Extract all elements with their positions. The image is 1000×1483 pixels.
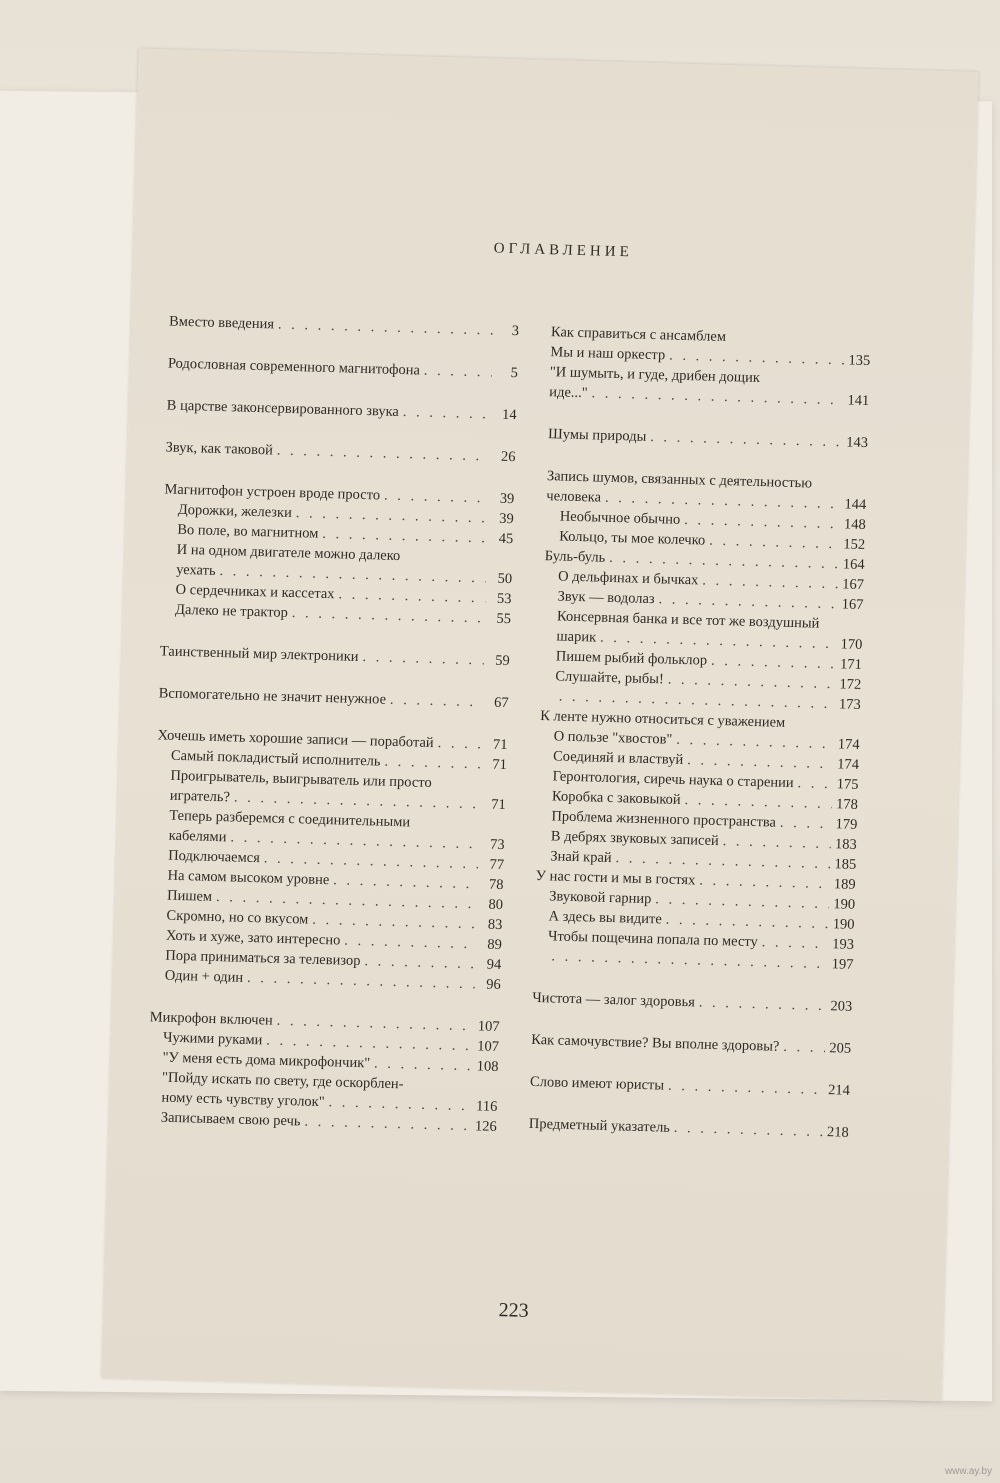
toc-entry-label: Родословная современного магнитофона xyxy=(167,355,421,379)
toc-entry-label: Скромно, но со вкусом xyxy=(166,907,309,928)
toc-entry-label: Записываем свою речь xyxy=(160,1109,301,1130)
toc-leader-dots xyxy=(374,1054,473,1077)
toc-entry-page: 89 xyxy=(487,936,503,954)
toc-entry-page: 170 xyxy=(840,636,863,653)
toc-entry-label: А здесь вы видите xyxy=(548,908,662,928)
toc-entry-page: 193 xyxy=(832,936,855,953)
toc-entry-label: Звуковой гарнир xyxy=(548,888,652,908)
toc-entry-label: Как самочувствие? Вы вполне здоровы? xyxy=(530,1031,780,1055)
toc-entry-label: игратель? xyxy=(169,787,231,806)
toc-entry-page: 108 xyxy=(476,1058,499,1075)
toc-entry-label: О сердечниках и кассетах xyxy=(175,581,335,603)
watermark: www.ay.by xyxy=(944,1466,992,1477)
toc-entry-label: Чужими руками xyxy=(162,1029,263,1049)
toc-entry-label: Звук — водолаз xyxy=(557,588,655,608)
toc-entry-label: Консервная банка и все тот же воздушный xyxy=(556,608,820,632)
toc-entry-page: 77 xyxy=(489,856,505,874)
toc-entry-page: 26 xyxy=(500,448,516,466)
toc-entry-page: 167 xyxy=(842,576,865,593)
toc-entry-label: Пишем рыбий фольклор xyxy=(555,648,708,669)
toc-entry-label: шарик xyxy=(556,628,597,646)
toc-entry-page: 73 xyxy=(489,836,505,854)
toc-entry-page: 71 xyxy=(492,756,508,774)
toc-entry-label: Буль-буль xyxy=(544,548,606,566)
toc-entry-page: 144 xyxy=(844,496,867,514)
toc-entry-page: 148 xyxy=(843,516,866,534)
toc-entry-page: 96 xyxy=(486,976,501,994)
toc-entry-page: 45 xyxy=(498,530,514,548)
toc-entry-page: 197 xyxy=(831,956,854,973)
toc-entry-page: 203 xyxy=(830,998,853,1015)
toc-entry-page: 218 xyxy=(826,1124,849,1141)
toc-leader-dots xyxy=(684,510,840,534)
toc-leader-dots xyxy=(762,932,829,954)
toc-entry-label: Запись шумов, связанных с деятельностью xyxy=(546,468,813,492)
toc-entry-label: На самом высоком уровне xyxy=(167,867,330,889)
toc-entry-label: Микрофон включен xyxy=(149,1009,273,1029)
toc-entry-label: Чистота — залог здоровья xyxy=(532,989,696,1011)
toc-entry-label: Предметный указатель xyxy=(528,1115,671,1136)
toc-entry-label: Самый покладистый исполнитель xyxy=(170,747,381,770)
toc-leader-dots xyxy=(384,752,481,775)
toc-entry-page: 173 xyxy=(838,696,861,713)
toc-entry-label: О пользе "хвостов" xyxy=(553,728,673,748)
toc-leader-dots xyxy=(424,361,492,383)
toc-entry-label: Необычное обычно xyxy=(559,508,681,528)
toc-leader-dots xyxy=(797,773,832,794)
toc-entry-label: Далеко не трактор xyxy=(174,601,289,621)
toc-title: ОГЛАВЛЕНИЕ xyxy=(493,240,633,261)
toc-entry-label: Геронтология, сиречь наука о старении xyxy=(552,768,794,792)
toc-entry-page: 185 xyxy=(834,856,857,873)
toc-entry-label: Чтобы пощечина попала по месту xyxy=(547,928,759,951)
toc-entry-page: 172 xyxy=(839,676,862,693)
toc-entry-label: Подключаемся xyxy=(167,847,261,867)
toc-entry-label: "И шумыть, и гуде, дрибен дощик xyxy=(549,364,761,387)
toc-entry-page: 67 xyxy=(493,694,509,712)
toc-entry-page: 183 xyxy=(834,836,857,853)
toc-entry-label: Дорожки, железки xyxy=(177,501,293,521)
toc-entry-page: 143 xyxy=(846,434,869,452)
toc-entry-label: Слушайте, рыбы! xyxy=(555,668,665,688)
toc-entry-page: 171 xyxy=(839,656,863,673)
toc-entry-label: Проигрыватель, выигрыватель или просто xyxy=(170,767,432,791)
toc-entry-page: 190 xyxy=(833,896,856,913)
toc-entry-label: Как справиться с ансамблем xyxy=(550,324,727,346)
toc-entry-label: В дебрях звуковых записей xyxy=(550,828,719,850)
book-page xyxy=(102,49,979,1402)
toc-entry-page: 39 xyxy=(499,490,515,508)
toc-entry-page: 39 xyxy=(499,510,514,528)
toc-entry-label: Коробка с заковыкой xyxy=(551,788,681,808)
toc-entry-page: 190 xyxy=(832,916,855,933)
toc-entry-label: Во поле, во магнитном xyxy=(177,521,319,542)
toc-entry-label: Вспомогательно не значит ненужное xyxy=(158,685,387,708)
toc-entry-page: 141 xyxy=(847,392,870,410)
toc-left-column xyxy=(147,311,520,1136)
toc-entry-page: 167 xyxy=(841,596,864,613)
toc-entry-page: 175 xyxy=(836,776,859,793)
toc-entry-page: 71 xyxy=(492,736,508,754)
toc-entry-page: 83 xyxy=(487,916,503,934)
toc-entry-page: 50 xyxy=(497,570,513,588)
toc-leader-dots xyxy=(403,402,491,424)
toc-leader-dots xyxy=(674,1118,823,1142)
toc-leader-dots xyxy=(699,993,827,1017)
toc-entry-label: Знай край xyxy=(550,848,612,867)
toc-entry-label: Кольцо, ты мое колечко xyxy=(559,528,706,549)
toc-entry-page: 59 xyxy=(495,652,510,670)
toc-entry-page: 152 xyxy=(843,536,866,554)
toc-entry-page: 14 xyxy=(501,406,517,424)
toc-entry-label: "У меня есть дома микрофончик" xyxy=(162,1049,371,1072)
toc-entry-page: 107 xyxy=(477,1038,500,1055)
toc-entry-page: 135 xyxy=(848,352,871,370)
toc-entry-page: 178 xyxy=(835,796,859,813)
toc-leader-dots xyxy=(780,813,832,834)
toc-entry-page: 5 xyxy=(510,365,519,382)
toc-leader-dots xyxy=(390,690,483,713)
toc-entry-page: 107 xyxy=(477,1018,500,1035)
toc-entry-label: иде..." xyxy=(549,384,588,402)
toc-entry-label: О дельфинах и бычках xyxy=(557,568,699,589)
toc-entry-label: Хоть и хуже, зато интересно xyxy=(165,927,341,949)
toc-entry-label: У нас гости и мы в гостях xyxy=(535,867,696,889)
toc-entry-page: 53 xyxy=(496,590,512,608)
toc-entry-label: Теперь разберемся с соединительными xyxy=(169,807,411,831)
toc-entry-label: Таинственный мир электроники xyxy=(159,643,359,665)
toc-leader-dots xyxy=(362,647,484,670)
toc-entry-label: Вместо введения xyxy=(168,313,275,333)
toc-entry-page: 174 xyxy=(837,756,860,773)
toc-entry-label: Пора приниматься за телевизор xyxy=(165,947,361,970)
toc-entry-label: Слово имеют юристы xyxy=(529,1073,665,1094)
toc-entry-page: 205 xyxy=(829,1040,852,1057)
toc-entry-label: ному есть чувству уголок" xyxy=(161,1089,325,1111)
toc-leader-dots xyxy=(437,733,481,754)
toc-entry-label: Проблема жизненного пространства xyxy=(551,808,777,831)
toc-entry-page: 126 xyxy=(474,1118,497,1135)
toc-entry-label: Мы и наш оркестр xyxy=(550,344,666,364)
toc-entry-page: 80 xyxy=(488,896,504,914)
toc-entry-page: 3 xyxy=(511,323,520,340)
toc-entry-page: 164 xyxy=(842,556,865,573)
toc-entry-label: И на одном двигателе можно далеко xyxy=(176,541,401,565)
toc-entry-page: 55 xyxy=(496,610,512,628)
toc-entry-label: Пишем xyxy=(166,887,213,905)
toc-entry-label: Шумы природы xyxy=(547,426,647,445)
toc-entry-page: 174 xyxy=(837,736,860,753)
toc-entry-label: "Пойду искать по свету, где оскорблен- xyxy=(161,1069,404,1093)
toc-entry-label: В царстве законсервированного звука xyxy=(166,397,400,420)
toc-entry-page: 71 xyxy=(491,796,506,814)
toc-leader-dots xyxy=(304,1112,471,1137)
toc-right-column xyxy=(529,322,872,1143)
toc-entry-page: 116 xyxy=(475,1098,498,1115)
toc-entry-label: Магнитофон устроен вроде просто xyxy=(164,481,381,504)
toc-entry-label: Хочешь иметь хорошие записи — поработай xyxy=(157,727,434,752)
toc-entry-page: 189 xyxy=(833,876,856,893)
page-number: 223 xyxy=(498,1299,529,1322)
toc-leader-dots xyxy=(783,1037,825,1058)
toc-entry-label: уехать xyxy=(175,561,216,579)
toc-entry-page: 94 xyxy=(486,956,502,974)
toc-entry-label: К ленте нужно относиться с уважением xyxy=(540,708,786,731)
toc-entry-label: Звук, как таковой xyxy=(165,439,274,459)
toc-entry-label: Соединяй и властвуй xyxy=(552,748,684,769)
toc-entry-page: 214 xyxy=(827,1082,851,1099)
toc-entry-page: 78 xyxy=(488,876,504,894)
toc-entry-label: кабелями xyxy=(168,827,227,846)
toc-entry-page: 179 xyxy=(835,816,858,833)
toc-entry-label: человека xyxy=(546,488,602,506)
toc-entry-label: Один + один xyxy=(164,967,244,986)
